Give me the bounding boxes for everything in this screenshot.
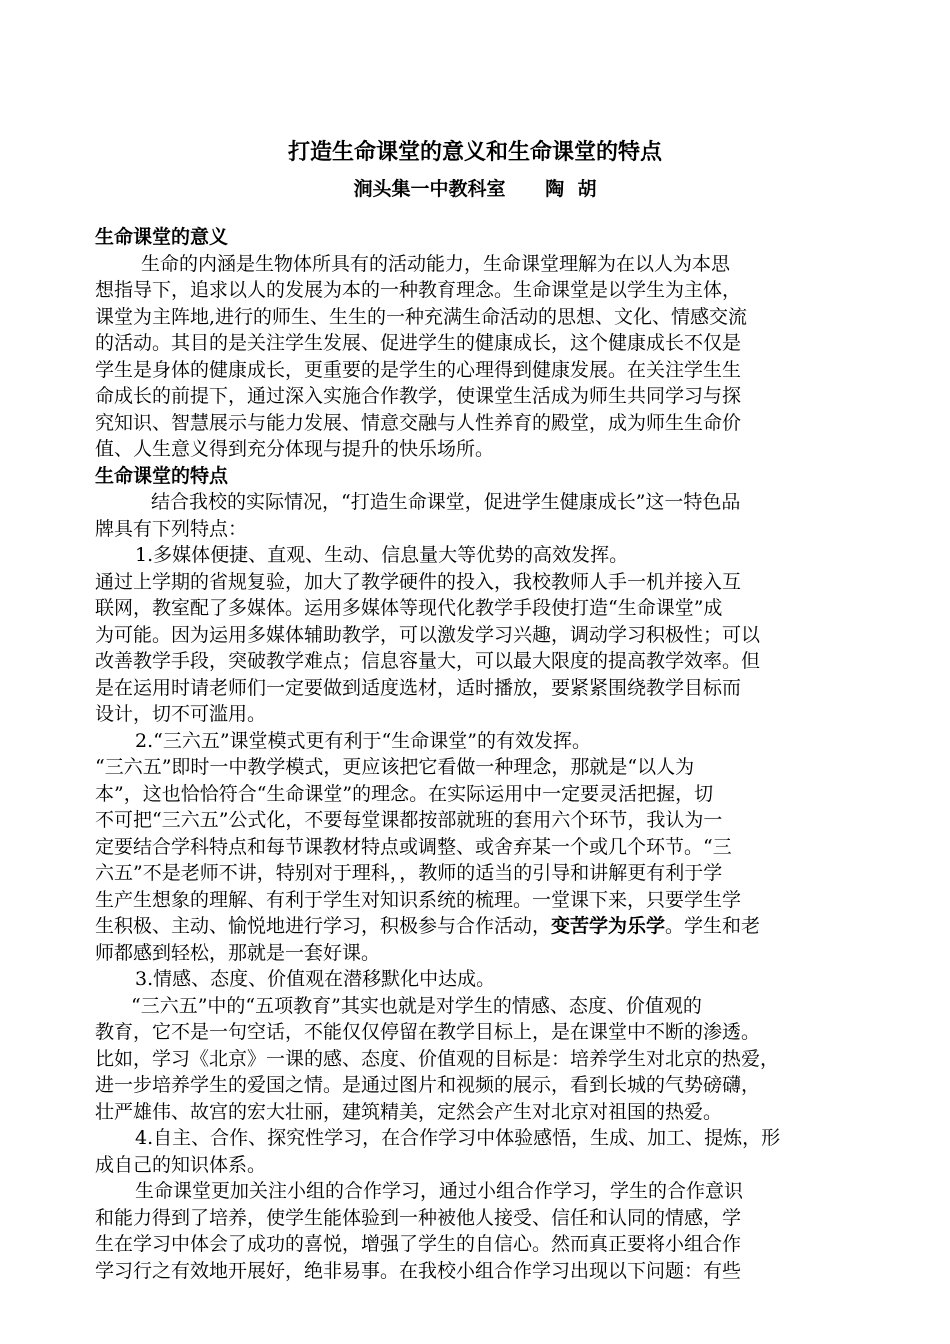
line-text-after: 。学生和老 <box>665 915 761 937</box>
text-line <box>95 1046 851 1073</box>
line-text: 课堂为主阵地,进行的师生、生生的一种充满生命活动的思想、文化、情感交流 <box>95 305 748 328</box>
line-text: 4.自主、合作、探究性学习，在合作学习中体验感悟，生成、加工、提炼，形 <box>135 1127 781 1149</box>
text-line <box>95 251 851 278</box>
text-line <box>95 648 851 675</box>
text-line <box>95 330 851 357</box>
text-line <box>95 436 851 463</box>
text-line <box>95 754 851 781</box>
line-text: 1.多媒体便捷、直观、生动、信息量大等优势的高效发挥。 <box>135 544 629 566</box>
line-text: 改善教学手段，突破教学难点；信息容量大，可以最大限度的提高教学效率。但 <box>95 650 761 672</box>
text-line <box>95 542 851 569</box>
line-text: 生命课堂更加关注小组的合作学习，通过小组合作学习，学生的合作意识 <box>135 1180 744 1202</box>
line-text: 师都感到轻松，那就是一套好课。 <box>95 941 381 964</box>
line-text: 和能力得到了培养，使学生能体验到一种被他人接受、信任和认同的情感，学 <box>95 1206 742 1229</box>
line-text: 学习行之有效地开展好，绝非易事。在我校小组合作学习出现以下问题：有些 <box>95 1259 742 1282</box>
line-text: 值、人生意义得到充分体现与提升的快乐场所。 <box>95 438 495 460</box>
line-text: 生积极、主动、愉悦地进行学习，积极参与合作活动， <box>95 915 552 937</box>
line-text: 想指导下，追求以人的发展为本的一种教育理念。生命课堂是以学生为主体， <box>95 279 742 301</box>
text-line <box>95 993 851 1020</box>
line-text: 是在运用时请老师们一定要做到适度选材，适时播放，要紧紧围绕教学目标而 <box>95 676 742 699</box>
text-line <box>95 383 851 410</box>
line-text: 教育，它不是一句空话，不能仅仅停留在教学目标上，是在课堂中不断的渗透。 <box>95 1021 761 1043</box>
line-text: 命成长的前提下，通过深入实施合作教学，使课堂生活成为师生共同学习与探 <box>95 385 742 407</box>
line-text: 牌具有下列特点： <box>95 517 248 540</box>
text-line <box>95 701 851 728</box>
emphasis-text: 变苦学为乐学 <box>551 915 666 937</box>
line-text: 为可能。因为运用多媒体辅助教学，可以激发学习兴趣，调动学习积极性；可以 <box>95 623 761 646</box>
text-line <box>95 595 851 622</box>
line-text: 生在学习中体会了成功的喜悦，增强了学生的自信心。然而真正要将小组合作 <box>95 1233 742 1255</box>
line-text: 的活动。其目的是关注学生发展、促进学生的健康成长，这个健康成长不仅是 <box>95 332 742 354</box>
line-text: 定要结合学科特点和每节课教材特点或调整、或舍弃某一个或几个环节。“三 <box>95 835 732 858</box>
text-line <box>95 728 851 755</box>
text-line <box>95 807 851 834</box>
line-text: 究知识、智慧展示与能力发展、情意交融与人性养育的殿堂，成为师生生命价 <box>95 411 742 434</box>
text-line <box>95 860 851 887</box>
text-line <box>95 913 851 940</box>
line-text: 联网，教室配了多媒体。运用多媒体等现代化教学手段使打造“生命课堂”成 <box>95 597 723 619</box>
text-line <box>95 966 851 993</box>
document-body <box>95 224 851 1284</box>
text-line <box>95 1231 851 1258</box>
document-title: 打造生命课堂的意义和生命课堂的特点 <box>287 140 662 165</box>
line-text: 设计，切不可滥用。 <box>95 703 267 725</box>
line-text: 生命的内涵是生物体所具有的活动能力，生命课堂理解为在以人为本思 <box>141 252 731 275</box>
line-text: 3.情感、态度、价值观在潜移默化中达成。 <box>135 968 496 990</box>
line-text: “三六五”即时一中教学模式，更应该把它看做一种理念，那就是“以人为 <box>95 756 695 778</box>
text-line <box>95 489 851 516</box>
line-text: 成自己的知识体系。 <box>95 1153 267 1176</box>
text-line <box>95 1178 851 1205</box>
text-line <box>95 622 851 649</box>
text-line <box>95 675 851 702</box>
text-line <box>95 834 851 861</box>
text-line <box>95 887 851 914</box>
line-text: 六五”不是老师不讲，特别对于理科，，教师的适当的引导和讲解更有利于学 <box>95 862 723 884</box>
text-line <box>95 569 851 596</box>
line-text: 不可把“三六五”公式化，不要每堂课都按部就班的套用六个环节，我认为一 <box>95 809 723 831</box>
line-text: “三六五”中的“五项教育”其实也就是对学生的情感、态度、价值观的 <box>131 994 702 1017</box>
text-line <box>95 940 851 967</box>
text-line <box>95 1258 851 1285</box>
text-line <box>95 304 851 331</box>
line-text: 壮严雄伟、故宫的宏大壮丽，建筑精美，定然会产生对北京对祖国的热爱。 <box>95 1100 723 1123</box>
text-line <box>95 516 851 543</box>
text-line <box>95 410 851 437</box>
document-author: 涧头集一中教科室 陶 胡 <box>353 178 597 200</box>
line-text: 学生是身体的健康成长，更重要的是学生的心理得到健康发展。在关注学生生 <box>95 358 742 381</box>
text-line <box>95 1019 851 1046</box>
line-text: 通过上学期的省规复验，加大了教学硬件的投入，我校教师人手一机并接入互 <box>95 570 742 593</box>
section-heading <box>95 224 851 251</box>
text-line <box>95 1099 851 1126</box>
line-text: 进一步培养学生的爱国之情。是通过图片和视频的展示，看到长城的气势磅礴， <box>95 1074 761 1096</box>
line-text: 生命课堂的意义 <box>95 226 229 248</box>
text-line <box>95 1205 851 1232</box>
text-line <box>95 357 851 384</box>
text-line <box>95 277 851 304</box>
line-text: 比如，学习《北京》一课的感、态度、价值观的目标是：培养学生对北京的热爱， <box>95 1047 780 1070</box>
text-line <box>95 781 851 808</box>
line-text: 结合我校的实际情况，“打造生命课堂，促进学生健康成长”这一特色品 <box>151 491 741 513</box>
line-text: 生产生想象的理解、有利于学生对知识系统的梳理。一堂课下来，只要学生学 <box>95 888 742 911</box>
line-text: 生命课堂的特点 <box>95 464 229 487</box>
text-line <box>95 1125 851 1152</box>
section-heading <box>95 463 851 490</box>
line-text: 2.“三六五”课堂模式更有利于“生命课堂”的有效发挥。 <box>135 729 591 752</box>
text-line <box>95 1152 851 1179</box>
line-text: 本”，这也恰恰符合“生命课堂”的理念。在实际运用中一定要灵活把握，切 <box>95 782 714 805</box>
text-line <box>95 1072 851 1099</box>
